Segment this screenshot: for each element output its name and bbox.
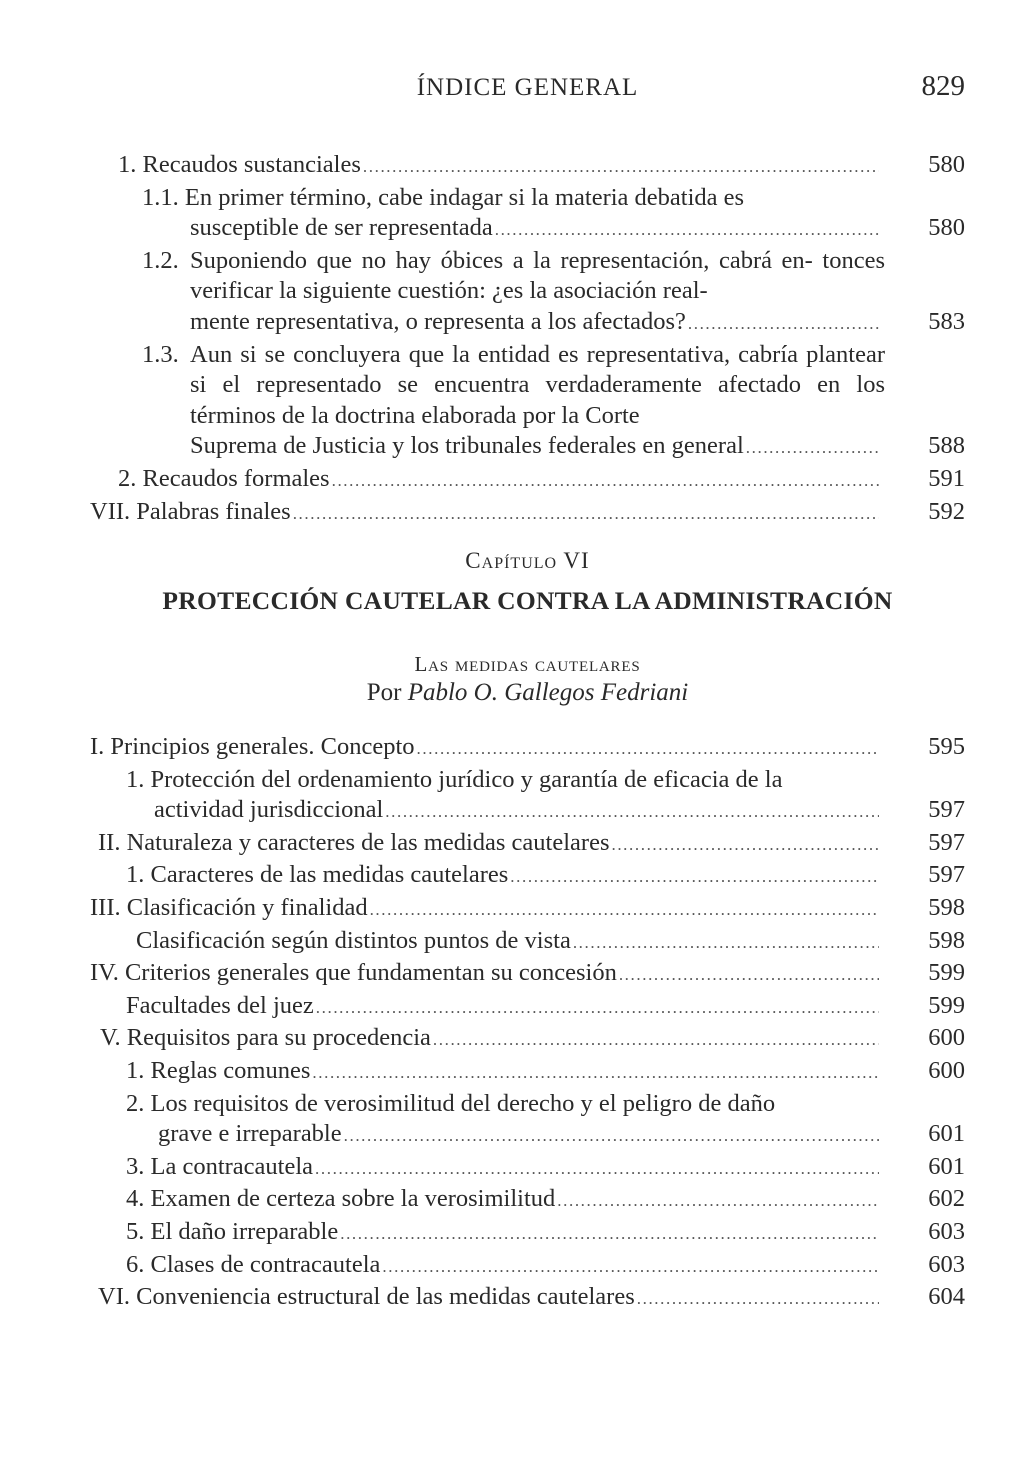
toc-entry-text: 1. Protección del ordenamiento jurídico y garantía de eficacia de la bbox=[126, 765, 783, 793]
toc-entry-label: 1. Caracteres de las medidas cautelares bbox=[126, 861, 509, 889]
toc-entry-number: 1.1. bbox=[142, 183, 179, 211]
toc-entry-label: III. Clasificación y finalidad bbox=[90, 893, 368, 921]
toc-entry-label: mente representativa, o representa a los afectados? bbox=[190, 307, 686, 335]
toc-entry bbox=[90, 340, 965, 464]
chapter-heading bbox=[90, 548, 965, 707]
dot-leader bbox=[573, 928, 879, 959]
toc-entry-page: 598 bbox=[928, 893, 965, 921]
toc-entry-page: 580 bbox=[928, 151, 965, 178]
toc-entry-page: 600 bbox=[928, 1056, 965, 1084]
toc-entry-page: 601 bbox=[928, 1152, 965, 1180]
toc-entry-page: 595 bbox=[928, 733, 965, 760]
dot-leader bbox=[344, 1121, 879, 1152]
toc-entry-text: Aun si se concluyera que la entidad es representativa, cabría plantear si el representado se encuentra verdaderamente afectado en los términos de la doctrina elaborada por la Corte bbox=[190, 340, 885, 429]
toc-entry-page: 599 bbox=[928, 959, 965, 987]
dot-leader bbox=[385, 797, 879, 828]
toc-entry bbox=[90, 464, 965, 497]
toc-entry-page: 580 bbox=[928, 214, 965, 242]
author-prefix: Por bbox=[366, 679, 402, 706]
author-name: Pablo O. Gallegos Fedriani bbox=[407, 679, 689, 706]
toc-entry-label: actividad jurisdiccional bbox=[154, 796, 384, 824]
toc-entry-label: 1. Recaudos sustanciales bbox=[118, 151, 361, 178]
dot-leader bbox=[433, 1025, 879, 1056]
dot-leader bbox=[746, 433, 879, 464]
dot-leader bbox=[332, 466, 879, 497]
toc-entry-text: Suponiendo que no hay óbices a la representación, cabrá en- tonces verificar la siguiente cuestión: ¿es la asociación real- bbox=[190, 246, 885, 305]
toc-entry-label: 2. Recaudos formales bbox=[118, 464, 330, 492]
dot-leader bbox=[293, 499, 879, 530]
toc-entry-page: 603 bbox=[928, 1250, 965, 1278]
chapter-label: Capítulo VI bbox=[465, 548, 590, 573]
toc-entry bbox=[90, 732, 965, 765]
toc-entry bbox=[90, 1089, 965, 1152]
toc-entry-page: 603 bbox=[928, 1217, 965, 1245]
dot-leader bbox=[637, 1284, 879, 1315]
dot-leader bbox=[315, 1154, 879, 1185]
toc-entry bbox=[90, 1184, 965, 1217]
toc-entry-page: 597 bbox=[928, 828, 965, 856]
toc-entry-label: 4. Examen de certeza sobre la verosimilitud bbox=[126, 1185, 556, 1213]
toc-entry-page: 592 bbox=[928, 497, 965, 525]
toc-entry bbox=[90, 497, 965, 530]
dot-leader bbox=[340, 1219, 879, 1250]
dot-leader bbox=[619, 960, 879, 991]
toc-entry-page: 601 bbox=[928, 1120, 965, 1148]
toc-entry-page: 598 bbox=[928, 926, 965, 954]
toc-entry-text: En primer término, cabe indagar si la materia debatida es bbox=[184, 183, 745, 211]
toc-entry-body bbox=[142, 246, 885, 307]
toc-entry-page: 602 bbox=[928, 1185, 965, 1213]
toc-entry-label: Suprema de Justicia y los tribunales federales en general bbox=[190, 432, 744, 460]
toc-entry-text: 2. Los requisitos de verosimilitud del derecho y el peligro de daño bbox=[126, 1089, 776, 1117]
dot-leader bbox=[611, 830, 879, 861]
toc-entry bbox=[90, 893, 965, 926]
toc-entry-label: Facultades del juez bbox=[126, 991, 314, 1019]
toc-entry bbox=[90, 860, 965, 893]
toc-entry-number: 1.3. bbox=[142, 340, 179, 368]
toc-entry bbox=[90, 1217, 965, 1250]
dot-leader bbox=[363, 152, 879, 183]
toc-entry bbox=[90, 1152, 965, 1185]
toc-entry bbox=[90, 926, 965, 959]
toc-entry-label: Clasificación según distintos puntos de vista bbox=[136, 926, 571, 954]
toc-entry bbox=[90, 958, 965, 991]
toc-entry-body bbox=[142, 340, 885, 432]
dot-leader bbox=[688, 309, 879, 340]
toc-entry-label: V. Requisitos para su procedencia bbox=[100, 1024, 431, 1052]
toc-entry-label: grave e irreparable bbox=[158, 1120, 342, 1148]
toc-entry-label: 6. Clases de contracautela bbox=[126, 1250, 381, 1278]
toc-entry-label: II. Naturaleza y caracteres de las medidas cautelares bbox=[98, 828, 610, 856]
toc-entry-page: 597 bbox=[928, 796, 965, 824]
page-number: 829 bbox=[921, 70, 965, 102]
toc-entry-body bbox=[142, 183, 885, 214]
toc-entry-label: VI. Conveniencia estructural de las medidas cautelares bbox=[98, 1283, 635, 1311]
toc-entry-page: 600 bbox=[928, 1024, 965, 1052]
toc-entry-label: 1. Reglas comunes bbox=[126, 1056, 311, 1084]
author-line bbox=[90, 679, 965, 707]
chapter-title: PROTECCIÓN CAUTELAR CONTRA LA ADMINISTRACIÓN bbox=[162, 586, 893, 615]
toc-entry-label: IV. Criterios generales que fundamentan su concesión bbox=[90, 959, 617, 987]
toc-entry-label: I. Principios generales. Concepto bbox=[90, 733, 415, 760]
toc-entry-label: susceptible de ser representada bbox=[190, 214, 493, 242]
dot-leader bbox=[382, 1252, 879, 1283]
dot-leader bbox=[417, 734, 879, 765]
toc-entry-page: 599 bbox=[928, 991, 965, 1019]
dot-leader bbox=[312, 1058, 879, 1089]
toc-entry-number: 1.2. bbox=[142, 246, 179, 274]
running-header bbox=[90, 70, 965, 110]
section-label: Las medidas cautelares bbox=[414, 652, 641, 676]
toc-entry bbox=[90, 1250, 965, 1283]
toc-entry-label: 3. La contracautela bbox=[126, 1152, 314, 1180]
toc-entry-page: 604 bbox=[928, 1283, 965, 1311]
toc-entry bbox=[90, 150, 965, 183]
toc-entry-label: 5. El daño irreparable bbox=[126, 1217, 339, 1245]
toc-entry bbox=[90, 246, 965, 340]
dot-leader bbox=[316, 993, 879, 1024]
toc-entry-page: 588 bbox=[928, 432, 965, 460]
toc-entry bbox=[90, 183, 965, 246]
toc-entry-page: 583 bbox=[928, 307, 965, 335]
toc-entry bbox=[90, 1023, 965, 1056]
toc-bottom bbox=[90, 732, 965, 1315]
dot-leader bbox=[495, 215, 879, 246]
dot-leader bbox=[370, 895, 879, 926]
toc-entry bbox=[90, 828, 965, 861]
toc-entry-page: 591 bbox=[928, 464, 965, 492]
toc-entry bbox=[90, 765, 965, 828]
toc-entry bbox=[90, 1056, 965, 1089]
running-title: ÍNDICE GENERAL bbox=[416, 74, 639, 101]
dot-leader bbox=[557, 1186, 879, 1217]
toc-entry-page: 597 bbox=[928, 861, 965, 889]
toc-top bbox=[90, 150, 965, 529]
toc-entry bbox=[90, 1282, 965, 1315]
dot-leader bbox=[510, 862, 879, 893]
toc-entry-label: VII. Palabras finales bbox=[90, 497, 291, 525]
toc-entry bbox=[90, 991, 965, 1024]
